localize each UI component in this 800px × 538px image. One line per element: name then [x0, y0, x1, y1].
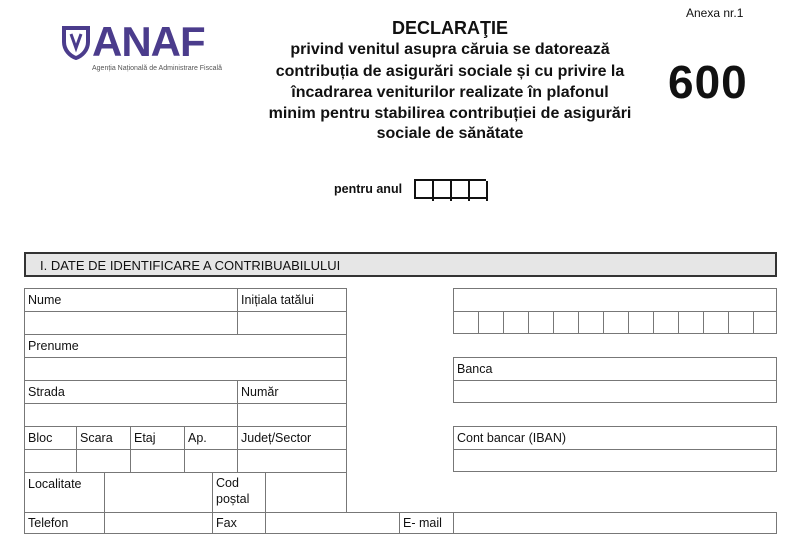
prenume-label: Prenume [28, 339, 79, 353]
email-input[interactable] [454, 513, 776, 533]
cod-postal-input[interactable] [266, 473, 346, 511]
email-label: E- mail [403, 516, 442, 530]
numar-input[interactable] [238, 404, 346, 425]
form-subtitle-line: sociale de sănătate [376, 125, 524, 142]
form-subtitle-line: contribuția de asigurări sociale și cu privire la [275, 63, 625, 80]
initiala-label: Inițiala tatălui [241, 293, 314, 307]
nume-label: Nume [28, 293, 62, 307]
fax-label: Fax [216, 516, 237, 530]
banca-input[interactable] [454, 381, 776, 402]
form-subtitle-line: minim pentru stabilirea contribuției de asigurări [268, 105, 632, 122]
etaj-label: Etaj [134, 431, 156, 445]
fax-input[interactable] [266, 513, 398, 533]
judet-label: Județ/Sector [241, 431, 312, 445]
strada-input[interactable] [25, 404, 236, 425]
bloc-label: Bloc [28, 431, 53, 445]
telefon-label: Telefon [28, 516, 69, 530]
annex-label: Anexa nr.1 [686, 6, 744, 20]
form-subtitle-line: privind venitul asupra căruia se datorează [290, 41, 610, 58]
form-subtitle-line: încadrarea veniturilor realizate în plafonul [291, 84, 609, 101]
form-number: 600 [668, 56, 748, 108]
iban-label: Cont bancar (IBAN) [457, 431, 567, 445]
strada-label: Strada [28, 385, 65, 399]
scara-label: Scara [80, 431, 113, 445]
shield-icon [62, 26, 90, 60]
telefon-input[interactable] [105, 513, 211, 533]
logo-subtitle: Agenția Națională de Administrare Fiscală [92, 65, 222, 72]
section-heading-text: I. DATE DE IDENTIFICARE A CONTRIBUABILULUI [40, 258, 341, 273]
section-heading [24, 252, 777, 277]
banca-label: Banca [457, 362, 493, 376]
localitate-label: Localitate [28, 477, 82, 491]
anaf-logo [62, 18, 234, 82]
logo-text: ANAF [92, 18, 205, 65]
numar-label: Număr [241, 385, 279, 399]
nume-input[interactable] [25, 312, 236, 333]
cod-postal-label-line2: poștal [216, 492, 250, 506]
localitate-input[interactable] [105, 473, 211, 511]
form-title: DECLARAŢIE [392, 18, 508, 38]
prenume-input[interactable] [25, 358, 346, 379]
initiala-input[interactable] [238, 312, 346, 333]
cif-input[interactable] [454, 312, 776, 333]
year-label: pentru anul [334, 182, 403, 196]
iban-input[interactable] [454, 450, 776, 471]
ap-label: Ap. [188, 431, 207, 445]
year-input[interactable] [414, 179, 486, 199]
cod-postal-label: Cod [216, 476, 239, 490]
